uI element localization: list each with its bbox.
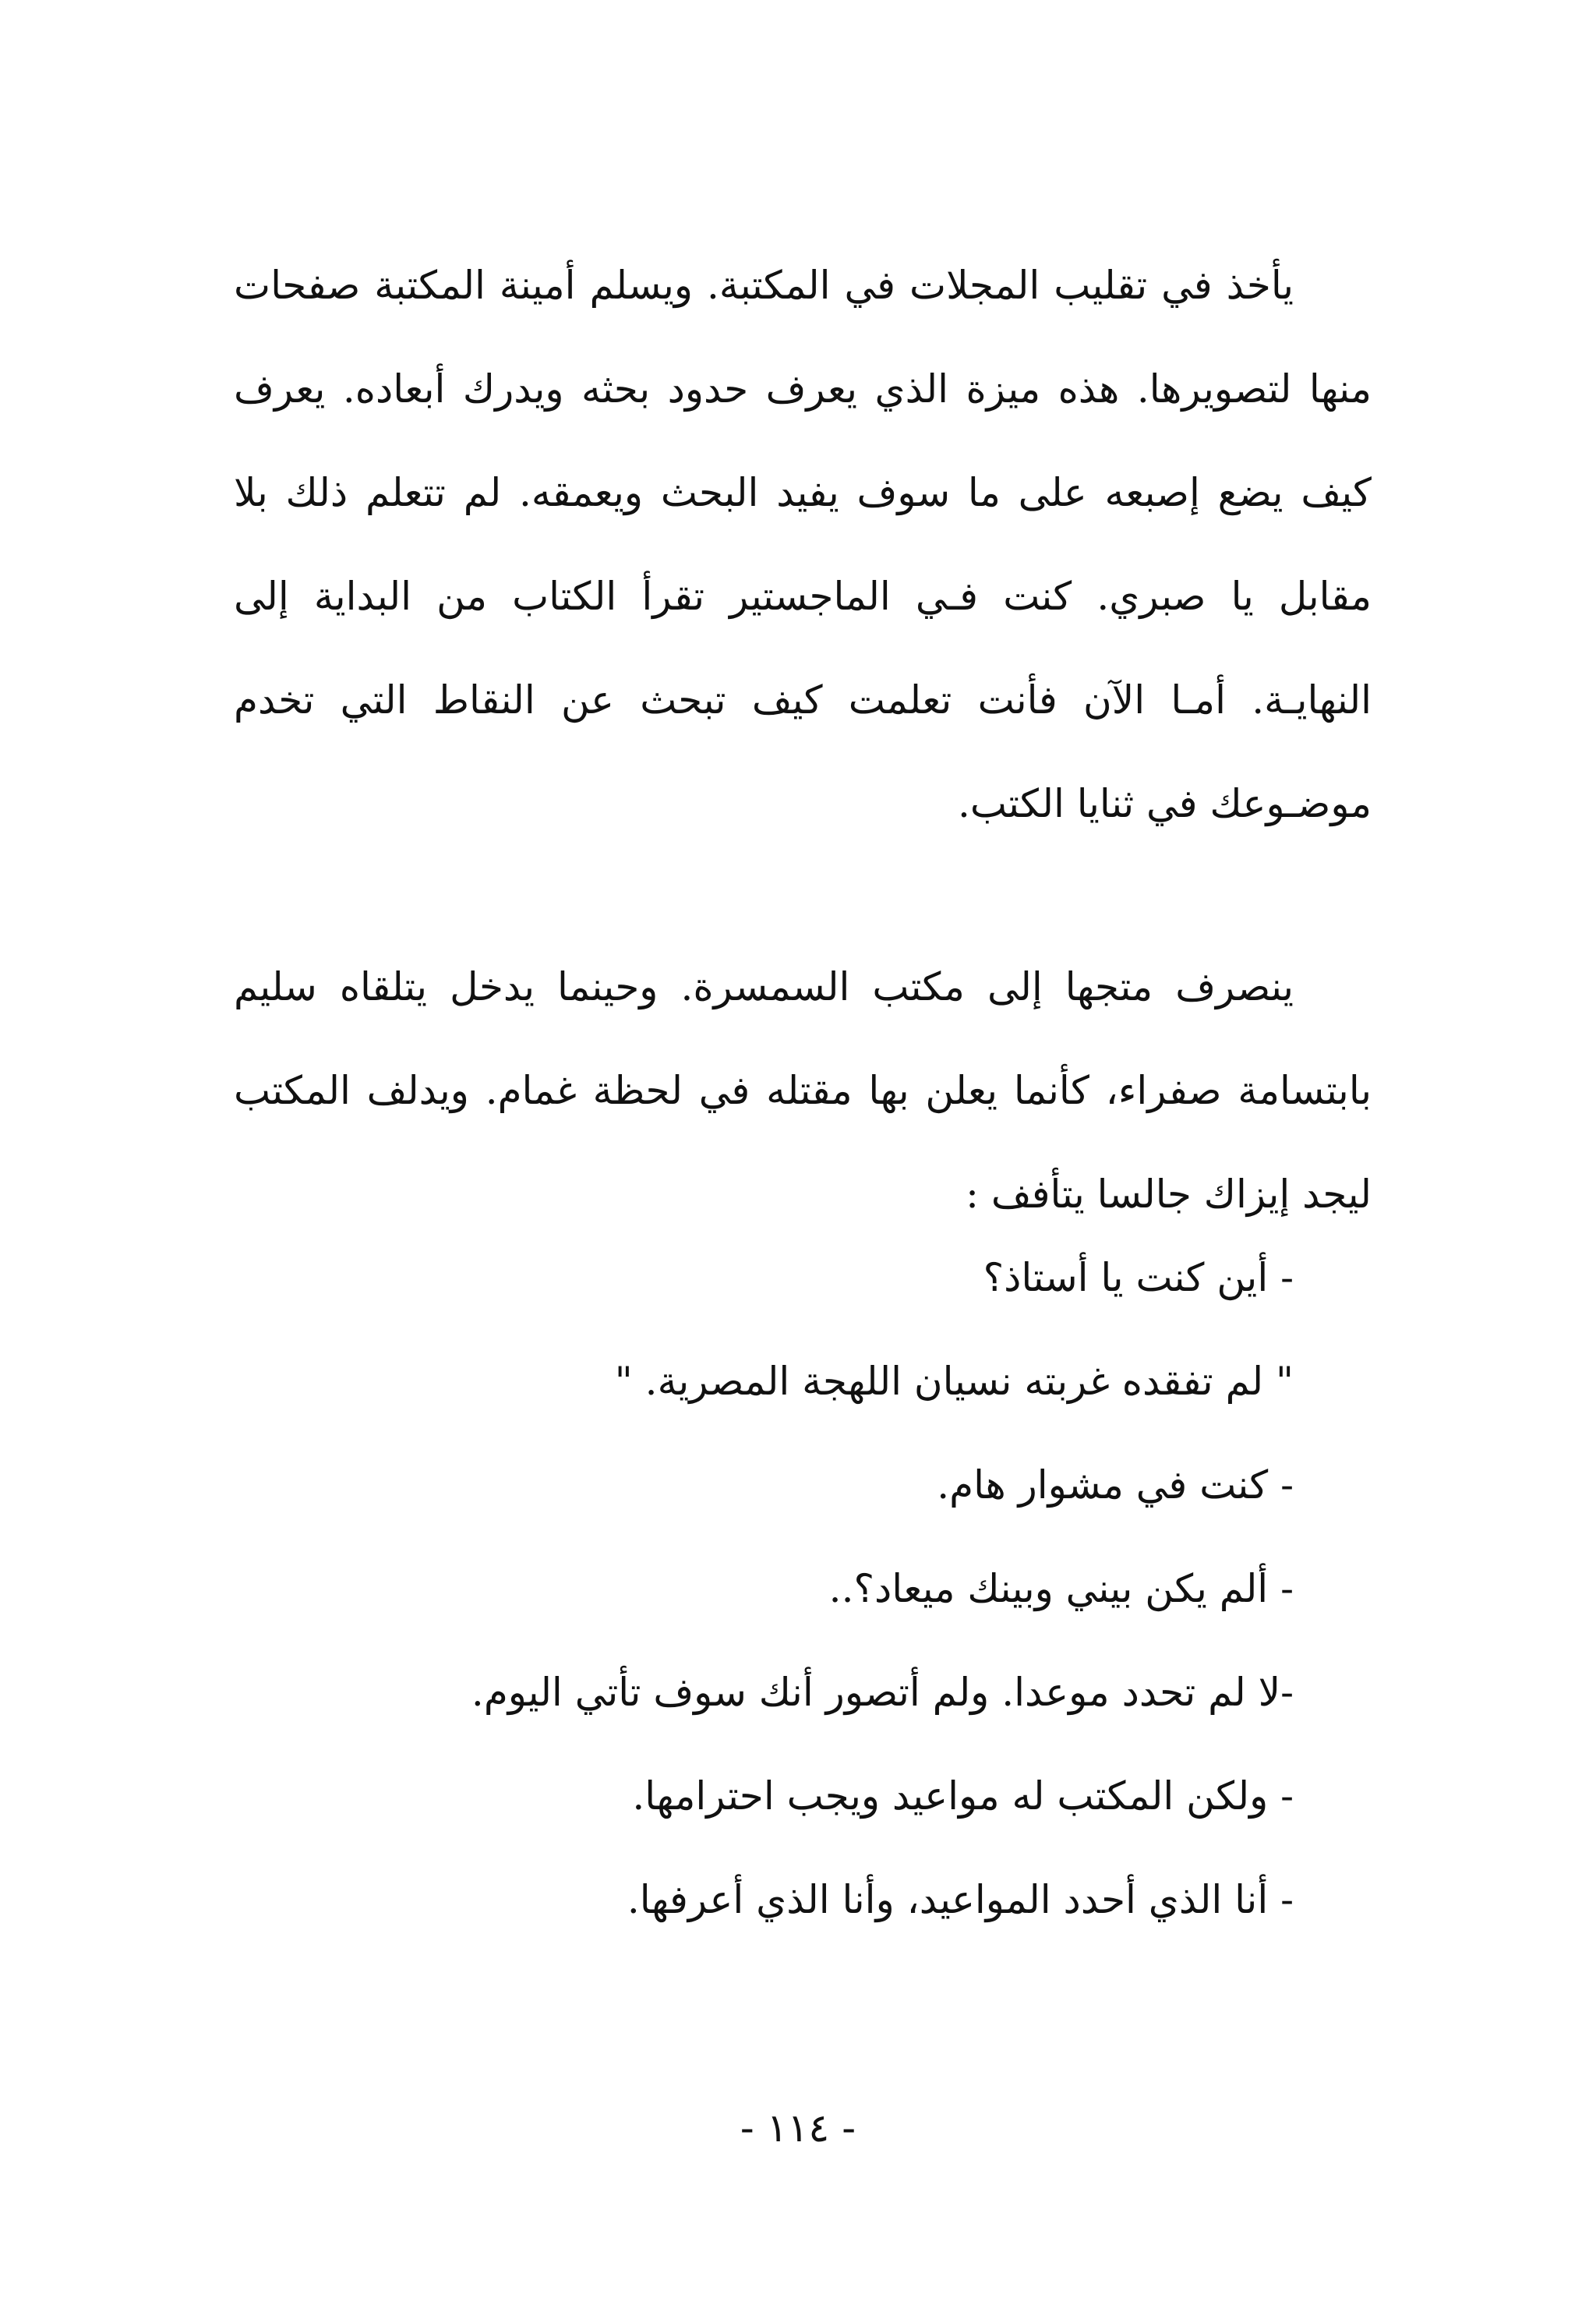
dialogue-line: " لم تفقده غربته نسيان اللهجة المصرية. " <box>614 1359 1294 1404</box>
page-number: - ١١٤ - <box>740 2105 856 2151</box>
paragraph-1: يأخذ في تقليب المجلات في المكتبة. ويسلم أمينة المكتبة صفحات منها لتصويرها. هذه ميزة الذي يعرف حدود بحثه ويدرك أبعاده. يعرف كيف يضع إصبعه على ما سوف يفيد البحث ويعمقه. لم تتعلم ذلك بلا مقابل يا صبري. كنت فـي الماجستير تقرأ الكتاب من البداية إلى النهايـة. أمـا الآن فأنت تعلمت كيف تبحث عن النقاط التي تخدم موضـوعك في ثنايا الكتب. <box>234 263 1372 826</box>
dialogue-line: - ألم يكن بيني وبينك ميعاد؟.. <box>828 1566 1294 1611</box>
dialogue-line: - أين كنت يا أستاذ؟ <box>983 1255 1294 1300</box>
dialogue-block <box>234 1226 1372 1952</box>
dialogue-line: - ولكن المكتب له مواعيد ويجب احترامها. <box>632 1773 1294 1819</box>
dialogue-line: - أنا الذي أحدد المواعيد، وأنا الذي أعرفها. <box>627 1877 1294 1922</box>
dialogue-line: -لا لم تحدد موعدا. ولم أتصور أنك سوف تأتي اليوم. <box>471 1670 1294 1715</box>
dialogue-line: - كنت في مشوار هام. <box>937 1462 1294 1508</box>
paragraph-2: ينصرف متجها إلى مكتب السمسرة. وحينما يدخل يتلقاه سليم بابتسامة صفراء، كأنما يعلن بها مقتله في لحظة غمام. ويدلف المكتب ليجد إيزاك جالسا يتأفف : <box>234 964 1372 1217</box>
